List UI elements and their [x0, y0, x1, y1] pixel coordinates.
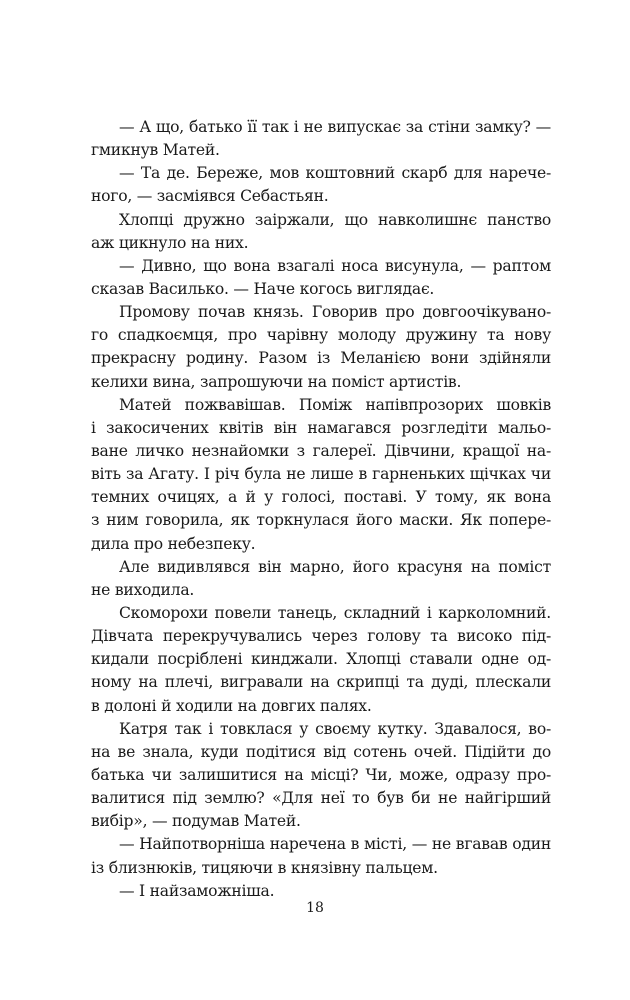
text-line: ного, — засміявся Себастьян.: [91, 187, 329, 206]
text-line: гмикнув Матей.: [91, 141, 220, 160]
text-line: келихи вина, запрошуючи на поміст артистів.: [91, 372, 462, 391]
text-line: в долоні й ходили на довгих палях.: [91, 696, 372, 715]
text-line: Хлопці дружно заіржали, що навколишнє панство: [119, 210, 551, 229]
text-line: батька чи залишитися на місці? Чи, може, одразу про-: [91, 765, 551, 784]
text-line: ному на плечі, вигравали на скрипці та дуді, плескали: [91, 673, 551, 692]
text-line: — Найпотворніша наречена в місті, — не вгавав один: [119, 835, 551, 854]
text-line: аж цикнуло на них.: [91, 233, 249, 252]
text-line: з ним говорила, як торкнулася його маски. Як попере-: [91, 511, 551, 530]
text-line: не виходила.: [91, 580, 195, 599]
text-line: ване личко незнайомки з галереї. Дівчини, кращої на-: [91, 441, 551, 460]
text-line: на ве знала, куди подітися від сотень очей. Підійти до: [91, 742, 551, 761]
text-line: віть за Агату. І річ була не лише в гарненьких щічках чи: [91, 465, 551, 484]
text-line: Але видивлявся він марно, його красуня на поміст: [119, 557, 551, 576]
text-line: валитися під землю? «Для неї то був би не найгірший: [91, 789, 551, 808]
text-line: сказав Василько. — Наче когось виглядає.: [91, 279, 435, 298]
page-number: 18: [306, 900, 324, 916]
text-line: і закосичених квітів він намагався розгледіти мальо-: [91, 418, 551, 437]
text-line: го спадкоємця, про чарівну молоду дружину та нову: [91, 326, 551, 345]
text-line: — Та де. Береже, мов коштовний скарб для нарече-: [119, 164, 551, 183]
text-line: дила про небезпеку.: [91, 534, 256, 553]
text-line: темних очицях, а й у голосі, поставі. У тому, як вона: [91, 488, 551, 507]
text-line: Катря так і товклася у своєму кутку. Здавалося, во-: [119, 719, 551, 738]
text-line: — І найзаможніша.: [119, 881, 275, 900]
text-line: із близнюків, тицяючи в князівну пальцем.: [91, 858, 438, 877]
text-line: — А що, батько її так і не випускає за стіни замку? —: [119, 118, 551, 136]
text-line: прекрасну родину. Разом із Меланією вони здійняли: [91, 349, 551, 368]
text-line: Скоморохи повели танець, складний і карколомний.: [119, 603, 551, 622]
text-line: Промову почав князь. Говорив про довгоочікувано-: [119, 303, 551, 322]
text-line: — Дивно, що вона взагалі носа висунула, — раптом: [119, 256, 551, 275]
text-line: Матей пожвавішав. Поміж напівпрозорих шовків: [119, 395, 551, 414]
text-line: Дівчата перекручувались через голову та високо під-: [91, 627, 551, 646]
text-line: вибір», — подумав Матей.: [91, 812, 301, 831]
text-line: кидали посріблені кинджали. Хлопці ставали одне од-: [91, 650, 551, 669]
body-text: [91, 116, 551, 903]
